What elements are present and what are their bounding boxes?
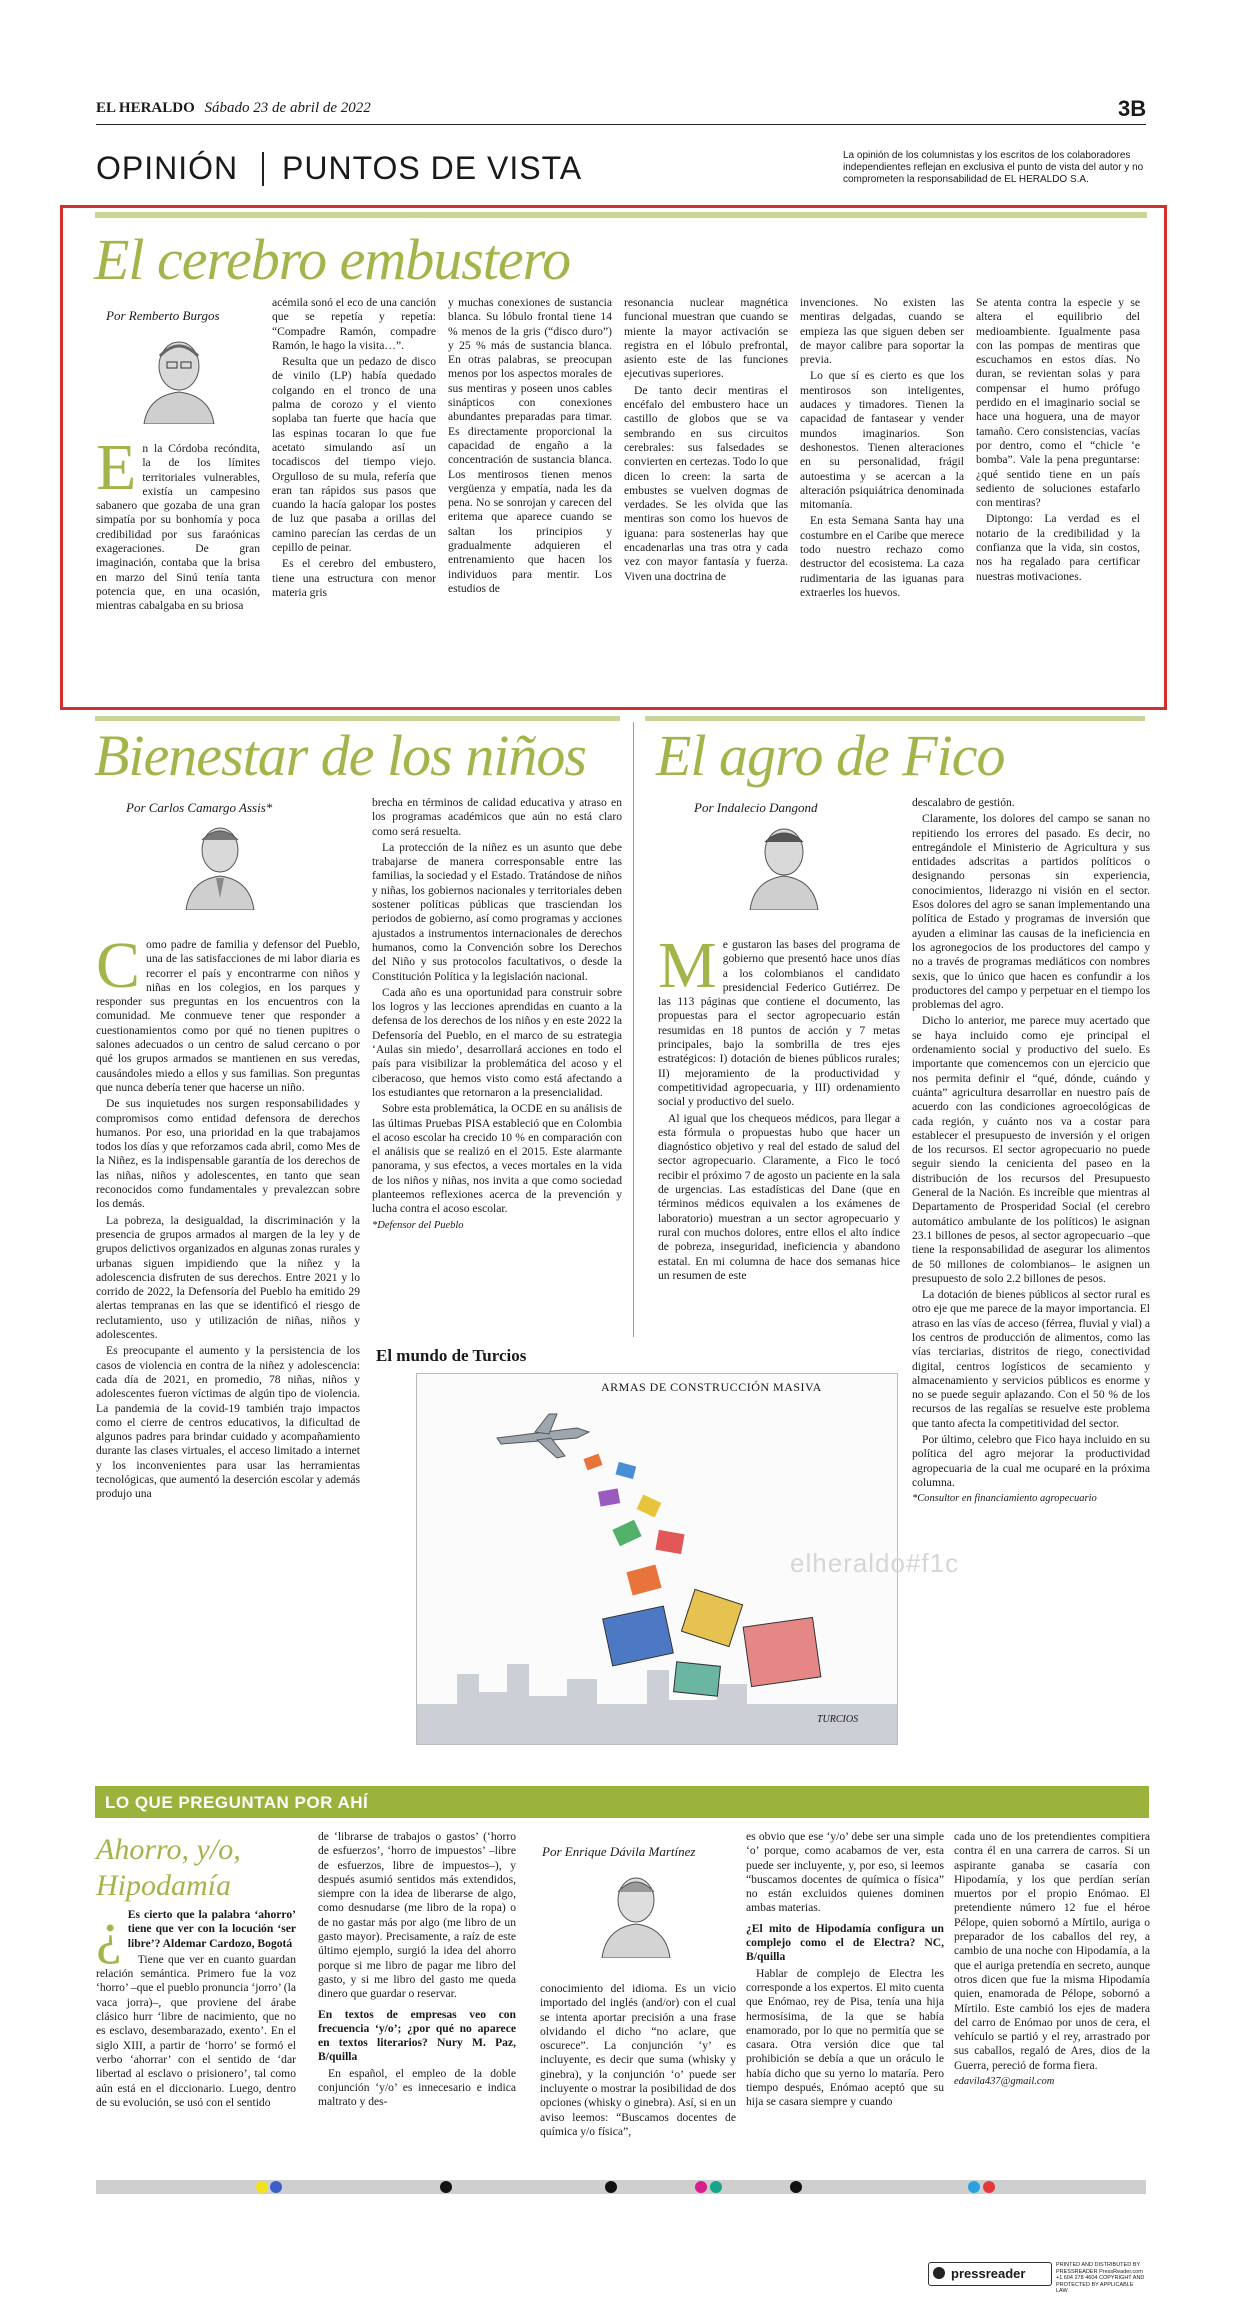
qa-banner (95, 1786, 1149, 1818)
author-portrait-burgos (136, 332, 222, 424)
article1-title: El cerebro embustero (94, 227, 571, 292)
column-rule (633, 722, 634, 1337)
paragraph: La pobreza, la desigualdad, la discriminación y la presencia de grupos armados al margen de la ley y de grupos delictivos organizados en algunas zonas rurales y urbanas siguen impidiendo que la niñez y la adolescencia disfruten de sus derechos. Entre 2021 y lo corrido de 2022, la Defensoría del Pueblo ha emitido 29 alertas tempranas en las que se identificó el riesgo de reclutamiento, uso y utilización de niñas, niños y adolescentes. (96, 1213, 360, 1342)
qa-column-3 (540, 1982, 736, 2164)
paragraph: descalabro de gestión. (912, 796, 1015, 809)
paragraph: resonancia nuclear magnética funcional muestran que cuando se miente la mayor activación se registra en el lóbulo prefrontal, asiento este de las funciones ejecutivas superiores. (624, 296, 788, 381)
registration-marks (96, 2180, 1146, 2194)
dropcap: C (96, 938, 141, 1002)
paragraph: Claramente, los dolores del campo se sanan no repitiendo los errores del pasado. Es decir, no entregándole el Ministerio de Agricultura y sus entidades adscritas a partidos políticos o designando personas sin experiencia, conocimientos, liderazgo ni visión en el sector. Esos dolores del agro se sanan implementando una política de Estado y programas de inversión que ayuden a eliminar las causas de la ineficiencia en los agronegocios de los productores del campo y no a través de programas mediáticos con nombres sexis, que lo único que hacen es confundir a los productores del campo y perpetuar en el tiempo los problemas del agro. (912, 812, 1150, 1012)
paragraph: De tanto decir mentiras el encéfalo del embustero hace un castillo de globos que se va sembrando en sus circuitos cerebrales: sus falsedades se convierten en certezas. Todo lo que dicen lo creen: la sarta de embustes se vuelven dogmas de verdades. Se les olvida que las mentiras son como los huevos de iguana: para sostenerlas hay que encadenarlas una tras otra y cada vez con mayor fantasía y fuerza. Viven una doctrina de (624, 383, 788, 583)
article2-title: Bienestar de los niños (94, 723, 586, 788)
article1-column-6 (976, 296, 1140, 686)
section-title: OPINIÓN (96, 150, 239, 186)
section-divider (262, 152, 264, 186)
question-1: Es cierto que la palabra ‘ahorro’ tiene que ver con la locución ‘ser libre’? Aldemar Cardozo, Bogotá (127, 1908, 296, 1950)
paragraph: Es el cerebro del embustero, tiene una estructura con menor materia gris (272, 557, 436, 599)
article3-column-1 (658, 938, 900, 1326)
paper-name: EL HERALDO (96, 100, 195, 116)
paragraph: Cada año es una oportunidad para construir sobre los logros y las lecciones aprendidas en cuanto a la defensa de los derechos de los niños y en este 2022 la Defensoría del Pueblo, en el marco de su estrategia ‘Aulas sin miedo’, desarrollará acciones en todo el país para visibilizar la problemática del acoso y el ciberacoso, que hemos visto como está afectando a los estudiantes que retornaron a la presencialidad. (372, 985, 622, 1099)
registration-bar (96, 2180, 1146, 2194)
paragraph: es obvio que ese ‘y/o’ debe ser una simple ‘o’ porque, como acabamos de ver, esta puede ser incluyente, y, por eso, si leemos “buscamos docentes de química o física” no están excluidos quienes dominen ambas materias. (746, 1830, 944, 1915)
cartoon-section-title: El mundo de Turcios (376, 1346, 527, 1365)
masthead-rule (96, 124, 1146, 125)
paragraph: Se atenta contra la especie y se altera el equilibrio del medioambiente. Igualmente pasa con las pompas de mentiras que escuchamos en estos días. No duran, se revientan solas y para compensar el humo prófugo perdido en el imaginario social se hace una hoguera, una de mayor tamaño. Cero consistencias, vacías por dentro, como el “chicle ‘e bomba”. Vale la pena preguntarse: ¿qué sentido tiene en un país sediento de soluciones estafarlo con mentiras? (976, 296, 1140, 510)
section-subtitle: PUNTOS DE VISTA (282, 150, 583, 186)
author-portrait-dangond (744, 818, 824, 910)
paragraph: Por último, celebro que Fico haya incluido en su política del agro mejorar la productividad agropecuaria de la cual me ocuparé en la próxima columna. (912, 1433, 1150, 1489)
dropcap: ¿ (96, 1908, 122, 1965)
watermark: elheraldo#f1c (790, 1548, 960, 1578)
qa-column-4 (746, 1830, 944, 2164)
dropcap: E (96, 442, 137, 504)
author-portrait-davila (596, 1866, 676, 1958)
paragraph: Hablar de complejo de Electra les corresponde a los expertos. El mito cuenta que Enómao, rey de Pisa, tenía una hija hermosísima, de la que se había enamorado, por lo que no permitía que se casara. Otra versión dice que tal prohibición se debía a que un oráculo le había dicho que su yerno lo mataría. Pero tiempo después, Enómao aceptó que su hija se casara siempre y cuando (746, 1966, 944, 2109)
paragraph: de ‘librarse de trabajos o gastos’ (‘horro de esfuerzos’, ‘horro de impuestos’ –libre de esfuerzos, libre de impuestos–), y después asumió sentidos más extendidos, siempre con la idea de liberarse de algo, como desnudarse (me libro de la ropa) o de no gastar más por algo (me libro de un gasto mayor). Precisamente, a raíz de este último ejemplo, surgió la idea del ahorro porque si me libro de pagar me libro del gasto, y si me libro del gasto me queda dinero que guardar o reservar. (318, 1830, 516, 2001)
paragraph: Al igual que los chequeos médicos, para llegar a esta fórmula o propuestas hubo que hacer un diagnóstico objetivo y real del estado de salud del sector agropecuario. Claramente, a Fico le tocó recibir el próximo 7 de agosto un paciente en la sala de urgencias. Las estadísticas del Dane (que en términos médicos equivalen a los exámenes de laboratorio) muestran a un sector agropecuario y rural con muchos dolores, entre ellos el alto índice de pobreza, inseguridad, ineficiencia y abandono estatal. En mi columna de hace dos semanas hice un resumen de este (658, 1111, 900, 1282)
article1-byline: Por Remberto Burgos (106, 308, 220, 323)
pressreader-icon (933, 2267, 945, 2279)
article1-column-1 (96, 442, 260, 686)
author-portrait-camargo (180, 818, 260, 910)
page-number: 3B (1118, 96, 1147, 121)
article1-topbar (95, 212, 1147, 218)
article2-byline: Por Carlos Camargo Assis* (126, 800, 273, 815)
paragraph: La dotación de bienes públicos al sector rural es otro eje que me parece de la mayor importancia. El atraso en las vías de acceso (férrea, fluvial y vial) a los centros de producción de alimentos, como las vías terciarias, distritos de riego, conectividad digital, centros logísticos de secamiento y almacenamiento y servicios públicos es enorme y no se puede seguir aplazando. Con el 50 % de los recursos de las regalías se resuelve este problema que tanto afecta la competitividad del sector. (912, 1288, 1150, 1430)
article2-column-2 (372, 796, 622, 1356)
article3-title: El agro de Fico (656, 723, 1005, 788)
paragraph: Es preocupante el aumento y la persistencia de los casos de violencia en contra de la niñez y adolescencia: cada día de 2021, en promedio, 78 niñas, niños y adolescentes fueron víctimas de algún tipo de violencia. La pandemia de la covid-19 también trajo impactos como el cierre de centros educativos, la dificultad de algunos padres para brindar cuidado y acompañamiento durante las clases virtuales, el acceso limitado a internet y los inconvenientes para usar las herramientas tecnológicas, que aumentó la deserción escolar y además produjo una (96, 1344, 360, 1501)
paragraph: Resulta que un pedazo de disco de vinilo (LP) había quedado colgando en el tronco de una palma de corozo y el viento soplaba tan fuerte que hacía que las espinas tocaran lo que fue acetato simulando así un tocadiscos del tiempo viejo. Orgulloso de su mula, refería que eran tan rápidos sus pasos que cuando la hacía galopar los postes de luz que pasaba a orillas del camino parecían las cerdas de un cepillo de peinar. (272, 355, 436, 555)
pressreader-brand: pressreader (951, 2266, 1026, 2281)
question-2: En textos de empresas veo con frecuencia ‘y/o’; ¿por qué no aparece en textos literarios? Nury M. Paz, B/quilla (318, 2007, 516, 2064)
paragraph: e gustaron las bases del programa de gobierno que presentó hace unos días a los colombianos el candidato presidencial Federico Gutiérrez. De las 113 páginas que contiene el documento, las propuestas para el sector agropecuario están resumidas en 18 puntos de acción y 7 metas principales, bajo la sombrilla de tres ejes estratégicos: I) dotación de bienes públicos rurales; II) mejoramiento de la productividad y competitividad agropecuaria, y III) ordenamiento social y productivo del suelo. (658, 938, 900, 1109)
section-disclaimer: La opinión de los columnistas y los escritos de los colaboradores independientes reflejan en exclusiva el punto de vista del autor y no comprometen la responsabilidad de EL HERALDO S.A. (843, 150, 1144, 185)
article1-column-5 (800, 296, 964, 686)
paragraph: n la Córdoba recóndita, la de los límites territoriales vulnerables, existía un campesino sabanero que gozaba de una gran simpatía por su bonhomía y poca credibilidad por sus faraónicas exageraciones. De gran imaginación, contaba que la brisa en marzo del Sinú tenía tanta potencia que, en una ocasión, mientras cabalgaba en su briosa (96, 442, 260, 613)
paragraph: Dicho lo anterior, me parece muy acertado que se haya incluido como eje principal el ordenamiento social y productivo del suelo. Es importante que comencemos con un ejercicio que nos permita definir el “qué, dónde, cuándo y cuánta” agricultura desarrollar en nuestro país de acuerdo con las condiciones agroecológicas de cada región, y cuánto nos va a costar para establecer el presupuesto de inversión y el origen de los recursos. El sector agropecuario no puede seguir siendo la cenicienta del paseo en la distribución de los recursos del Presupuesto General de la Nación. Es increíble que mientras al Departamento de Prosperidad Social (el cerebro automático ambulante de los políticos) le asignan 23.1 billones de pesos, al sector agropecuario –que tiene la responsabilidad de asegurar los alimentos de 50 millones de colombianos– le asignen un presupuesto de solo 2.2 billones de pesos. (912, 1014, 1150, 1285)
qa-banner-title: LO QUE PREGUNTAN POR AHÍ (105, 1793, 369, 1812)
article1-column-4 (624, 296, 788, 686)
paragraph: acémila sonó el eco de una canción que se repetía y repetía: “Compadre Ramón, compadre Ramón, le hago la visita…”. (272, 296, 436, 352)
qa-column-2 (318, 1830, 516, 2164)
article3-topbar (645, 716, 1145, 721)
paragraph: Diptongo: La verdad es el notario de la credibilidad y la confianza que la vida, sin costos, nos ha regalado para certificar nuestras motivaciones. (976, 512, 1140, 583)
article2-column-1 (96, 938, 360, 1734)
cartoon-signature: TURCIOS (817, 1714, 859, 1725)
question-3: ¿El mito de Hipodamía configura un complejo como el de Electra? NC, B/quilla (746, 1921, 944, 1964)
footer-fine-print: PRINTED AND DISTRIBUTED BY PRESSREADER PressReader.com +1 604 278 4604 COPYRIGHT AND PROTECTED BY APPLICABLE LAW (1056, 2262, 1145, 2294)
dropcap: M (658, 938, 717, 1002)
pressreader-badge[interactable] (928, 2262, 1052, 2286)
article1-column-3 (448, 296, 612, 686)
paragraph: omo padre de familia y defensor del Pueblo, una de las satisfacciones de mi labor diaria es recorrer el país y encontrarme con niños y niñas en los colegios, en los parques y responder sus preguntas en los encuentros con la comunidad. Me conmueve tener que responder a cuestionamientos como por qué no tienen pupitres o salones adecuados o un centro de salud cercano o por qué los grupos armados se mantienen en sus veredas, causándoles miedo a ellos y sus familias. Son preguntas que nunca debería tener que hacerse un niño. (96, 938, 360, 1094)
author-email: edavila437@gmail.com (954, 2076, 1055, 2088)
author-note: *Defensor del Pueblo (372, 1219, 464, 1231)
paragraph: Tiene que ver en cuanto guardan relación semántica. Primero fue la voz ‘horro’ –que el pueblo pronuncia ‘jorro’ (la vaca jorra)–, que proviene del árabe clásico hurr ‘libre de nacimiento, que no es esclavo, desembarazado, exento’. En el siglo XIII, a partir de ‘horro’ se formó el verbo ‘ahorrar’ con el sentido de ‘dar libertad al esclavo o prisionero’, tal como aún está en el diccionario. Luego, dentro de su evolución, se usó con el sentido (96, 1952, 296, 2109)
paragraph: Sobre esta problemática, la OCDE en su análisis de las últimas Pruebas PISA estableció que en Colombia el acoso escolar ha crecido 10 % en comparación con el análisis que se realizó en el 2015. Este alarmante panorama, y sus efectos, a veces mortales en la vida de los niños y niñas, nos invita a que como sociedad planteemos reflexiones acerca de la prevención y lucha contra el acoso escolar. (372, 1102, 622, 1216)
article3-byline: Por Indalecio Dangond (694, 800, 818, 815)
qa-title: Ahorro, y/o, Hipodamía (96, 1833, 241, 1902)
qa-column-1 (96, 1908, 296, 2164)
cartoon-caption: ARMAS DE CONSTRUCCIÓN MASIVA (601, 1380, 822, 1394)
paragraph: Lo que sí es cierto es que los mentirosos son inteligentes, audaces y timadores. Tienen la capacidad de fantasear y vender mundos imaginarios. Son deshonestos. Tienen alteraciones en su personalidad, frágil autoestima y se acercan a la alteración psiquiátrica denominada mitomanía. (800, 369, 964, 512)
paragraph: y muchas conexiones de sustancia blanca. Su lóbulo frontal tiene 14 % menos de la gris (“disco duro”) y 25 % más de sustancia blanca. En otras palabras, se preocupan menos por los aspectos morales de sus mentiras y poseen unos cables sinápticos con conexiones abundantes preparadas para timar. Es directamente proporcional la capacidad de engaño a la concentración de sustancia blanca. Los mentirosos tienen menos vergüenza y empatía, nada les da pena. No se sonrojan y carecen del eritema que aparece cuando se saltan los principios y gradualmente adquieren el entrenamiento que hacen los individuos para mentir. Los estudios de (448, 296, 612, 595)
airplane-shape (497, 1414, 589, 1458)
paragraph: En esta Semana Santa hay una costumbre en el Caribe que merece todo nuestro rechazo como destructor del ecosistema. La caza rudimentaria de las iguanas para extraerles los huevos. (800, 514, 964, 599)
qa-column-5 (954, 1830, 1150, 2164)
qa-byline: Por Enrique Dávila Martínez (542, 1844, 696, 1859)
paragraph: conocimiento del idioma. Es un vicio importado del inglés (and/or) con el cual se intenta aportar precisión a una frase olvidando el dicho “no aclare, que oscurece”. La conjunción ‘y’ es incluyente, es decir que suma (whisky y ginebra), y la conjunción ‘o’ puede ser incluyente o mostrar la posibilidad de dos opciones (whisky o ginebra). Así, si en un aviso leemos: “Buscamos docentes de química y/o física”, (540, 1982, 736, 2138)
article2-topbar (95, 716, 620, 721)
paragraph: cada uno de los pretendientes compitiera contra él en una carrera de carros. Si un aspirante ganaba se casaría con Hipodamía, y los que perdían serían muertos por el propio Enómao. El pretendiente número 12 fue el héroe Pélope, quien sobornó a Mírtilo, auriga o preparador de los caballos del rey, a cambio de una noche con Hipodamía, a la que el auriga pretendía en secreto, aunque otros dicen que fue la misma Hipodamía quien, enamorada de Pélope, sobornó a Mírtilo. Este cambió los ejes de madera del carro de Enómao por unos de cera, el vehículo se partió y el rey, arrastrado por sus caballos, regaló de Ares, dios de la Guerra, pereció de forma fiera. (954, 1830, 1150, 2072)
paragraph: De sus inquietudes nos surgen responsabilidades y compromisos como entidad defensora de derechos humanos. Por eso, una prioridad en la que trabajamos todos los días y que reforzamos cada abril, como Mes de la Niñez, es la indispensable garantía de los derechos de las niñas, niños y adolescentes, en tanto que sean reconocidos como fundamentales y prevalezcan sobre los demás. (96, 1097, 360, 1211)
paragraph: La protección de la niñez es un asunto que debe trabajarse de manera corresponsable entre las familias, la sociedad y el Estado. Tratándose de niños y niñas, los gobiernos nacionales y territoriales deben sostener políticas públicas que trasciendan los periodos de gobierno, así como programas y acciones ajustados a instrumentos internacionales de derechos humanos, como la Convención sobre los Derechos del Niño y sus protocolos facultativos, o desde la Constitución Política y la legislación nacional. (372, 840, 622, 983)
paragraph: brecha en términos de calidad educativa y atraso en los programas académicos que aún no está claro como será resuelta. (372, 796, 622, 838)
article1-column-2 (272, 296, 436, 686)
paragraph: En español, el empleo de la doble conjunción ‘y/o’ es innecesario e indica maltrato y des- (318, 2066, 516, 2109)
issue-date: Sábado 23 de abril de 2022 (204, 100, 371, 116)
author-note: *Consultor en financiamiento agropecuario (912, 1493, 1097, 1505)
article3-column-2 (912, 796, 1150, 1738)
paragraph: invenciones. No existen las mentiras delgadas, cuando se empieza las que siguen deben ser de mayor calibre para soportar la previa. (800, 296, 964, 367)
